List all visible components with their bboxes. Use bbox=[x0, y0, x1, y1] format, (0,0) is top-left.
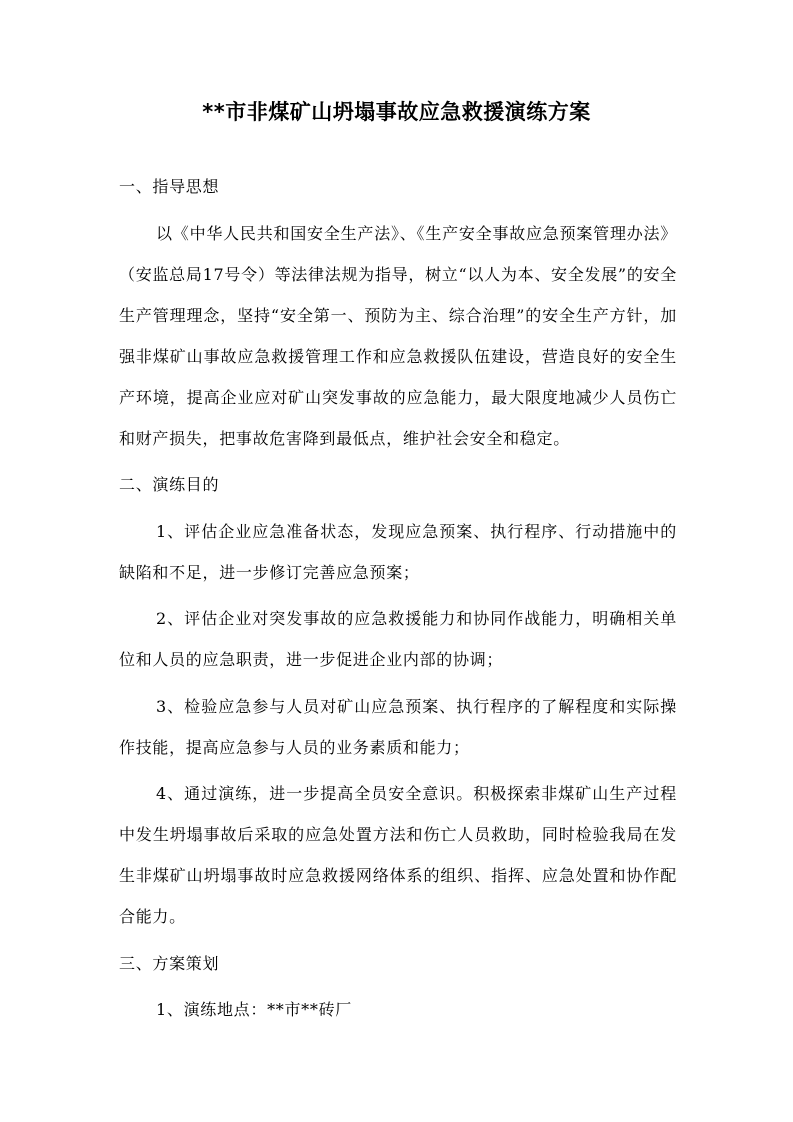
paragraph-purpose-3: 3、检验应急参与人员对矿山应急预案、执行程序的了解程度和实际操作技能，提高应急参与人员的业务素质和能力； bbox=[119, 696, 677, 757]
paragraph-purpose-1: 1、评估企业应急准备状态，发现应急预案、执行程序、行动措施中的缺陷和不足，进一步修订完善应急预案； bbox=[119, 521, 677, 582]
section-heading-guiding-ideology: 一、指导思想 bbox=[119, 177, 220, 196]
paragraph-purpose-4: 4、通过演练，进一步提高全员安全意识。积极探索非煤矿山生产过程中发生坍塌事故后采取的应急处置方法和伤亡人员救助，同时检验我局在发生非煤矿山坍塌事故时应急救援网络体系的组织、指挥、应急处置和协作配合能力。 bbox=[119, 784, 677, 926]
paragraph-plan-location: 1、演练地点：**市**砖厂 bbox=[156, 1000, 352, 1019]
section-heading-plan: 三、方案策划 bbox=[119, 953, 220, 973]
paragraph-purpose-2: 2、评估企业对突发事故的应急救援能力和协同作战能力，明确相关单位和人员的应急职责，进一步促进企业内部的协调； bbox=[119, 609, 677, 669]
section-heading-drill-purpose: 二、演练目的 bbox=[119, 475, 220, 494]
paragraph-guiding-ideology: 以《中华人民共和国安全生产法》、《生产安全事故应急预案管理办法》（安监总局17号令）等法律法规为指导，树立“以人为本、安全发展”的安全生产管理理念，坚持“安全第一、预防为主、综合治理”的安全生产方针，加强非煤矿山事故应急救援管理工作和应急救援队伍建设，营造良好的安全生产环境，提高企业应对矿山突发事故的应急能力，最大限度地减少人员伤亡和财产损失，把事故危害降到最低点，维护社会安全和稳定。 bbox=[119, 223, 677, 448]
document-body bbox=[119, 166, 677, 1036]
document-title: **市非煤矿山坍塌事故应急救援演练方案 bbox=[202, 100, 591, 124]
